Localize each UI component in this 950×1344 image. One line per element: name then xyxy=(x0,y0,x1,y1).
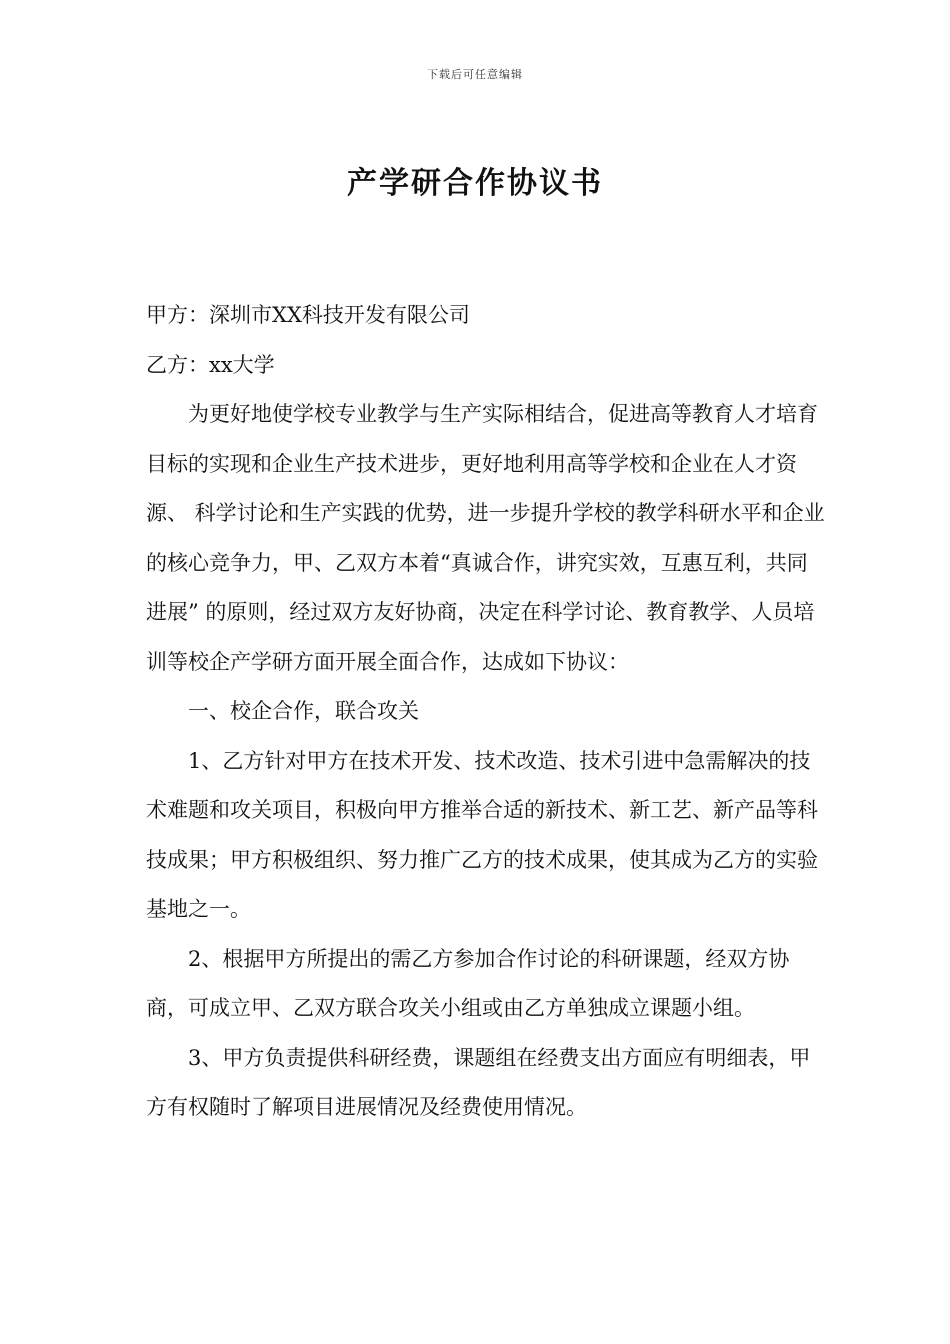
document-title: 产学研合作协议书 xyxy=(347,166,603,201)
clause-3: 3、甲方负责提供科研经费，课题组在经费支出方面应有明细表，甲方有权随时了解项目进展情况及经费使用情况。 xyxy=(146,1045,811,1119)
intro-paragraph: 为更好地使学校专业教学与生产实际相结合，促进高等教育人才培育目标的实现和企业生产技术进步，更好地利用高等学校和企业在人才资源、 科学讨论和生产实践的优势，进一步提升学校的教学科研水平和企业的核心竞争力，甲、乙双方本着“真诚合作，讲究实效，互惠互利，共同进展” 的原则，经过双方友好协商，决定在科学讨论、教育教学、人员培训等校企产学研方面开展全面合作，达成如下协议： xyxy=(146,402,825,674)
clause-2: 2、根据甲方所提出的需乙方参加合作讨论的科研课题，经双方协商，可成立甲、乙双方联合攻关小组或由乙方单独成立课题小组。 xyxy=(146,946,790,1020)
clause-1: 1、乙方针对甲方在技术开发、技术改造、技术引进中急需解决的技术难题和攻关项目，积极向甲方推举合适的新技术、新工艺、新产品等科技成果；甲方积极组织、努力推广乙方的技术成果，使其成为乙方的实验基地之一。 xyxy=(146,748,818,921)
section-heading: 一、校企合作，联合攻关 xyxy=(188,699,419,723)
party-a: 甲方：深圳市XX科技开发有限公司 xyxy=(146,303,470,327)
document-body xyxy=(146,291,826,1133)
header-note: 下载后可任意编辑 xyxy=(427,68,523,81)
party-b: 乙方：xx大学 xyxy=(146,352,275,377)
